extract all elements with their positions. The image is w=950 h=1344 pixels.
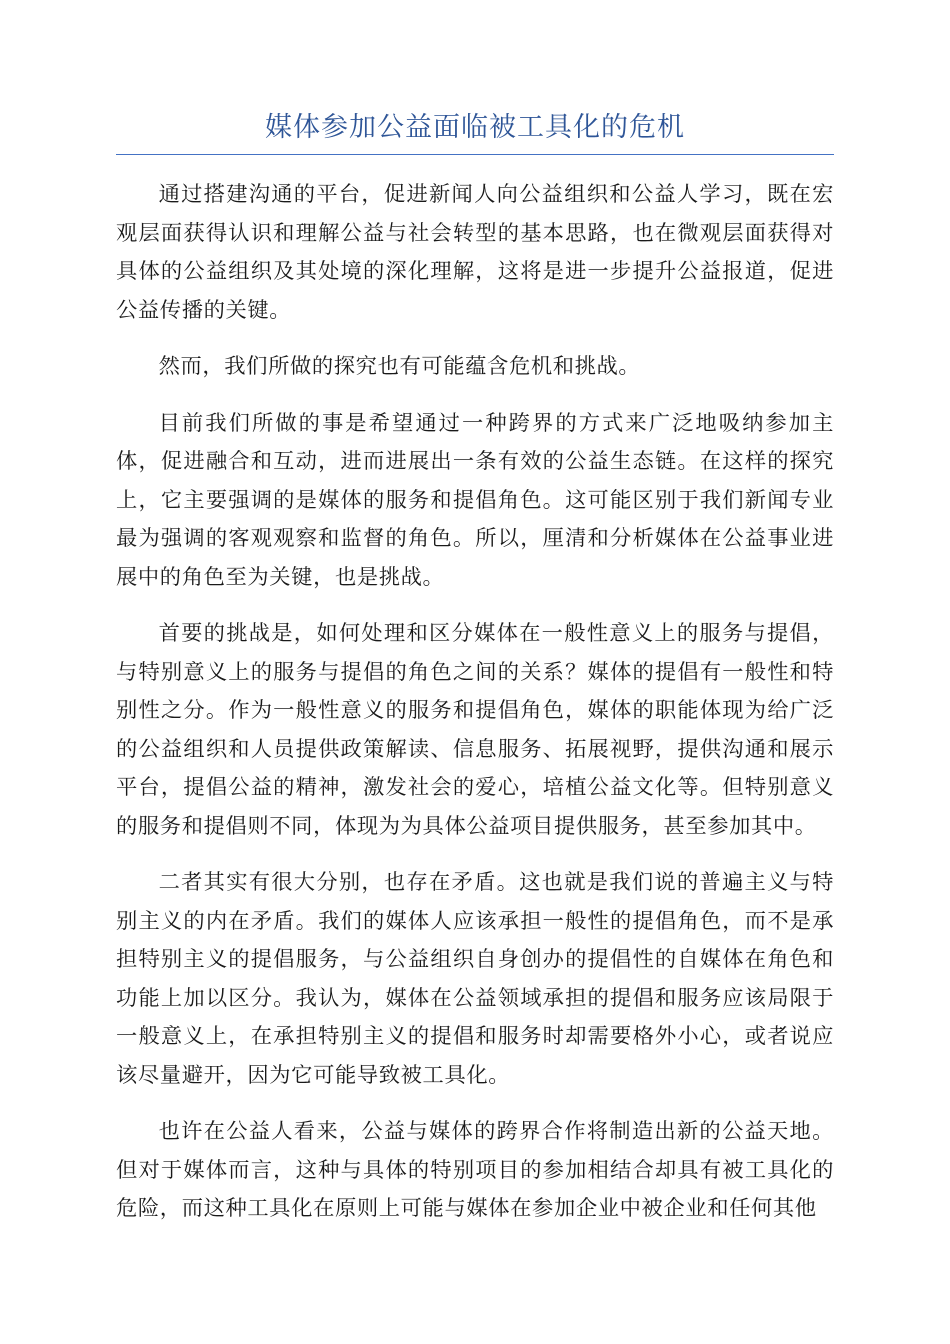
paragraph-6: 也许在公益人看来，公益与媒体的跨界合作将制造出新的公益天地。但对于媒体而言，这种与具体的特别项目的参加相结合却具有被工具化的危险，而这种工具化在原则上可能与媒体在参加企业中被企业和任何其他	[116, 1119, 834, 1221]
document-title: 媒体参加公益面临被工具化的危机	[265, 112, 685, 143]
title-block	[116, 108, 834, 155]
paragraph-2: 然而，我们所做的探究也有可能蕴含危机和挑战。	[158, 354, 641, 379]
paragraph-5: 二者其实有很大分别，也存在矛盾。这也就是我们说的普遍主义与特别主义的内在矛盾。我们的媒体人应该承担一般性的提倡角色，而不是承担特别主义的提倡服务，与公益组织自身创办的提倡性的自媒体在角色和功能上加以区分。我认为，媒体在公益领域承担的提倡和服务应该局限于一般意义上，在承担特别主义的提倡和服务时却需要格外小心，或者说应该尽量避开，因为它可能导致被工具化。	[116, 870, 834, 1088]
document-body	[116, 176, 834, 1247]
paragraph-1: 通过搭建沟通的平台，促进新闻人向公益组织和公益人学习，既在宏观层面获得认识和理解公益与社会转型的基本思路，也在微观层面获得对具体的公益组织及其处境的深化理解，这将是进一步提升公益报道，促进公益传播的关键。	[116, 182, 834, 323]
paragraph-4: 首要的挑战是，如何处理和区分媒体在一般性意义上的服务与提倡，与特别意义上的服务与提倡的角色之间的关系？媒体的提倡有一般性和特别性之分。作为一般性意义的服务和提倡角色，媒体的职能体现为给广泛的公益组织和人员提供政策解读、信息服务、拓展视野，提供沟通和展示平台，提倡公益的精神，激发社会的爱心，培植公益文化等。但特别意义的服务和提倡则不同，体现为为具体公益项目提供服务，甚至参加其中。	[116, 621, 834, 839]
paragraph-3: 目前我们所做的事是希望通过一种跨界的方式来广泛地吸纳参加主体，促进融合和互动，进而进展出一条有效的公益生态链。在这样的探究上，它主要强调的是媒体的服务和提倡角色。这可能区别于我们新闻专业最为强调的客观观察和监督的角色。所以，厘清和分析媒体在公益事业进展中的角色至为关键，也是挑战。	[116, 410, 834, 590]
